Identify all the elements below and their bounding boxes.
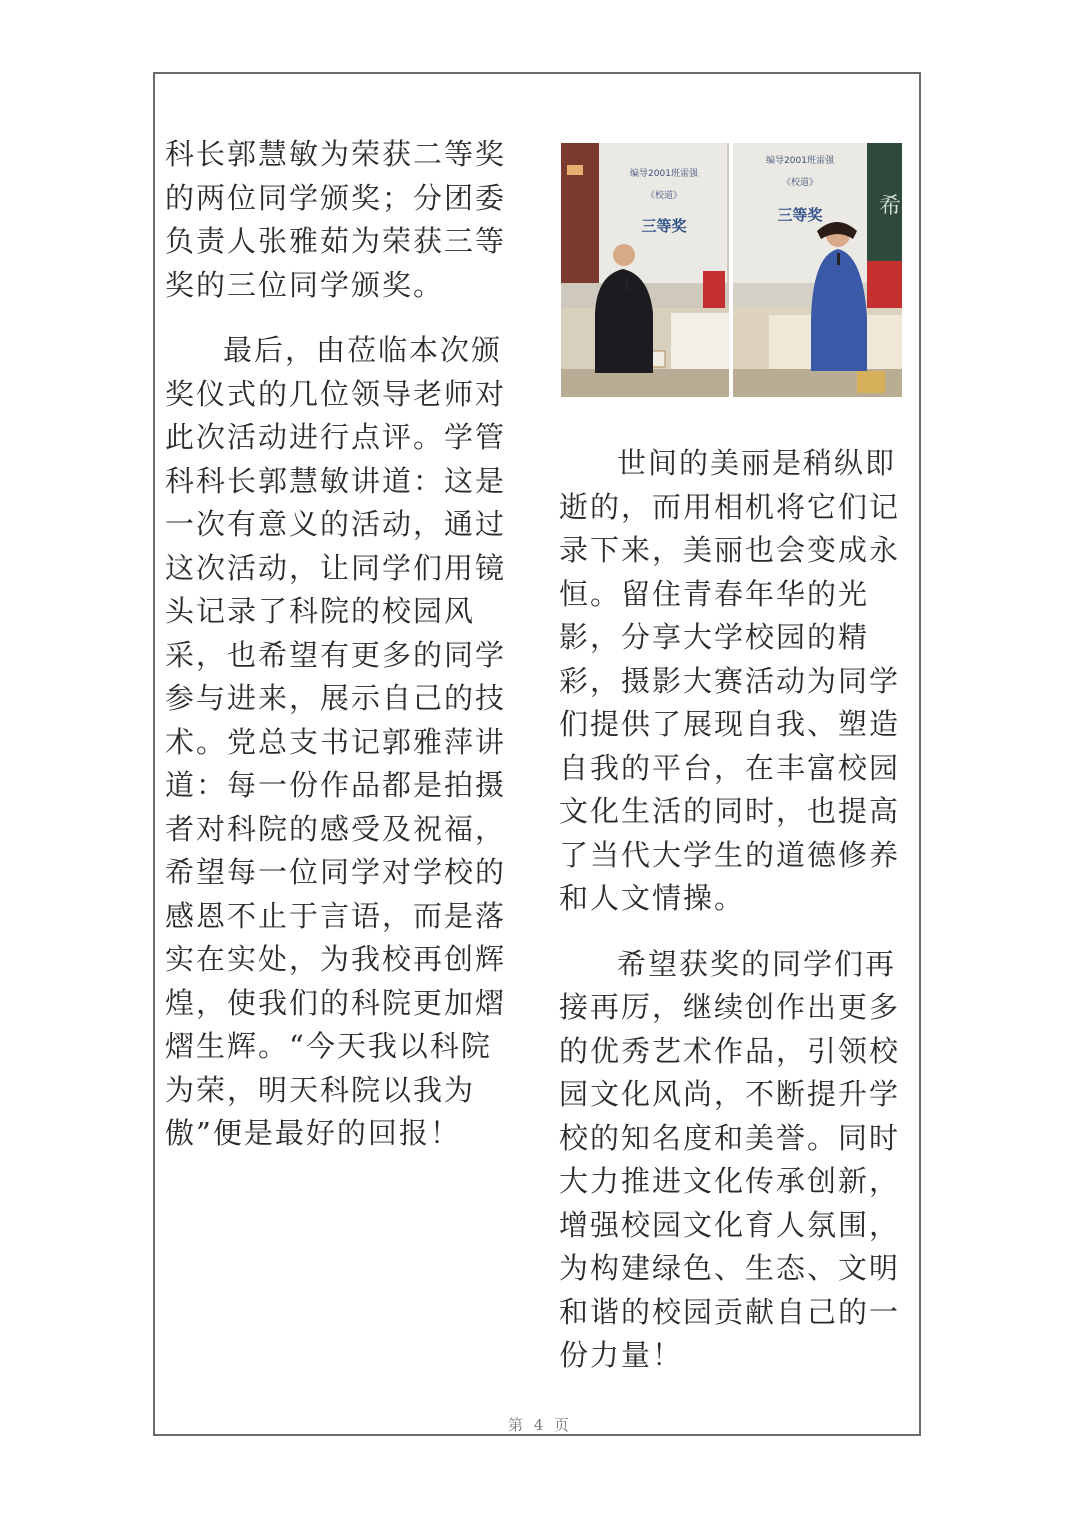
award-photo-female-presenter [733,143,902,397]
svg-text:希: 希 [879,194,902,219]
left-paragraph-2: 最后，由莅临本次颁奖仪式的几位领导老师对此次活动进行点评。学管科科长郭慧敏讲道：这是一次有意义的活动，通过这次活动，让同学们用镜头记录了科院的校园风采，也希望有更多的同学参与进来，展示自己的技术。党总支书记郭雅萍讲道：每一份作品都是拍摄者对科院的感受及祝福，希望每一位同学对学校的感恩不止于言语，而是落实在实处，为我校再创辉煌，使我们的科院更加熠熠生辉。“今天我以科院为荣，明天科院以我为傲”便是最好的回报！ [165,333,507,1150]
screen-title-right: 编导2001班雷强 [766,156,834,166]
right-column [559,442,911,1378]
left-column [165,133,515,1156]
left-paragraph-1: 科长郭慧敏为荣获二等奖的两位同学颁奖；分团委负责人张雅茹为荣获三等奖的三位同学颁奖。 [165,137,507,302]
right-paragraph-1: 世间的美丽是稍纵即逝的，而用相机将它们记录下来，美丽也会变成永恒。留住青春年华的光影，分享大学校园的精彩，摄影大赛活动为同学们提供了展现自我、塑造自我的平台，在丰富校园文化生活的同时，也提高了当代大学生的道德修养和人文情操。 [559,446,901,915]
screen-award-left: 三等奖 [641,217,687,235]
right-paragraph-2: 希望获奖的同学们再接再厉，继续创作出更多的优秀艺术作品，引领校园文化风尚，不断提升学校的知名度和美誉。同时大力推进文化传承创新，增强校园文化育人氛围，为构建绿色、生态、文明和谐的校园贡献自己的一份力量！ [559,946,901,1372]
page-number: 第 4 页 [507,1416,573,1434]
screen-subtitle-left: 《校道》 [645,191,683,201]
award-photo-male-presenter [561,143,729,397]
screen-subtitle-right: 《校道》 [781,178,819,188]
screen-title-left: 编导2001班雷强 [630,169,698,179]
screen-award-right: 三等奖 [777,206,823,224]
award-photos [561,143,902,397]
